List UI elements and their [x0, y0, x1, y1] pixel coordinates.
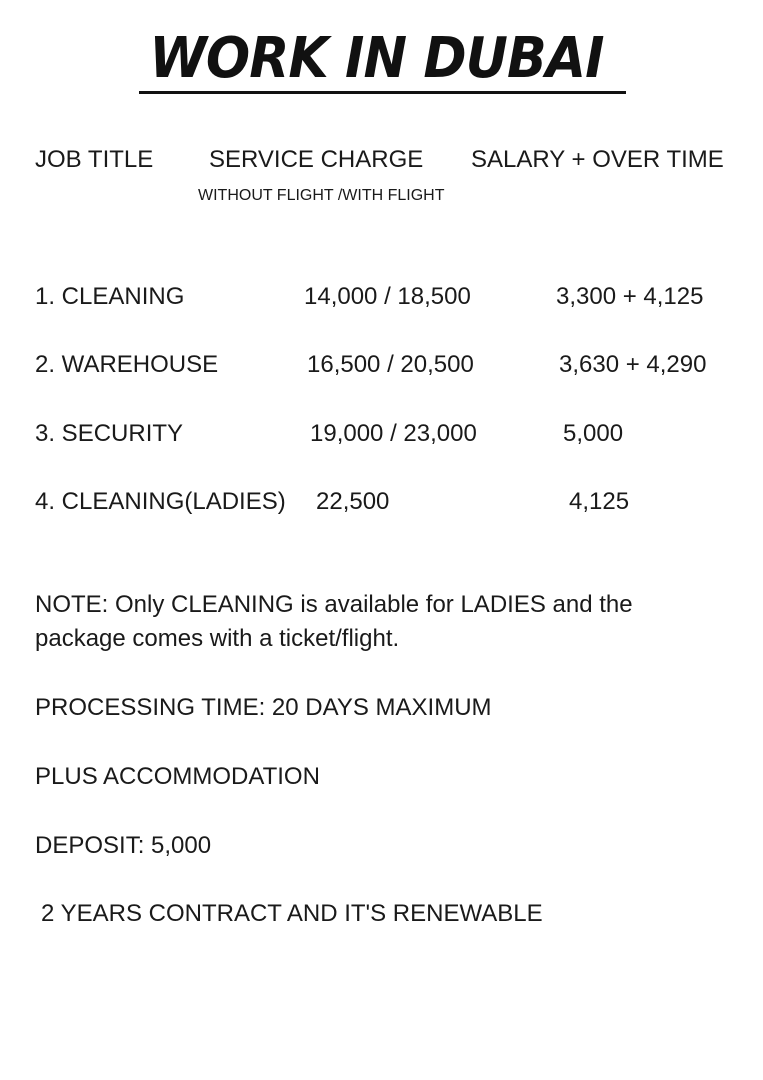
- header-service-charge-subtitle: WITHOUT FLIGHT /WITH FLIGHT: [198, 187, 445, 204]
- job-service-charge: 19,000 / 23,000: [310, 420, 477, 447]
- note-paragraph: [35, 588, 735, 656]
- job-title: 4. CLEANING(LADIES): [35, 488, 286, 515]
- header-job-title: JOB TITLE: [35, 146, 154, 173]
- job-title: 2. WAREHOUSE: [35, 351, 219, 378]
- accommodation: PLUS ACCOMMODATION: [35, 763, 320, 790]
- job-title: 3. SECURITY: [35, 420, 184, 447]
- note-line-2: package comes with a ticket/flight.: [35, 625, 400, 652]
- page-title: WORK IN DUBAI: [149, 26, 604, 91]
- job-salary: 3,300 + 4,125: [556, 283, 704, 310]
- job-service-charge: 16,500 / 20,500: [307, 351, 474, 378]
- title-underline: [139, 91, 626, 94]
- note-line-1: NOTE: Only CLEANING is available for LADIES and the: [35, 591, 633, 618]
- contract-terms: 2 YEARS CONTRACT AND IT'S RENEWABLE: [41, 900, 543, 927]
- header-service-charge: SERVICE CHARGE: [209, 146, 424, 173]
- job-title: 1. CLEANING: [35, 283, 185, 310]
- job-salary: 3,630 + 4,290: [559, 351, 707, 378]
- processing-time: PROCESSING TIME: 20 DAYS MAXIMUM: [35, 694, 492, 721]
- job-salary: 4,125: [569, 488, 630, 515]
- job-service-charge: 14,000 / 18,500: [304, 283, 471, 310]
- header-salary: SALARY + OVER TIME: [471, 146, 724, 173]
- job-salary: 5,000: [563, 420, 624, 447]
- deposit: DEPOSIT: 5,000: [35, 832, 212, 859]
- job-service-charge: 22,500: [316, 488, 390, 515]
